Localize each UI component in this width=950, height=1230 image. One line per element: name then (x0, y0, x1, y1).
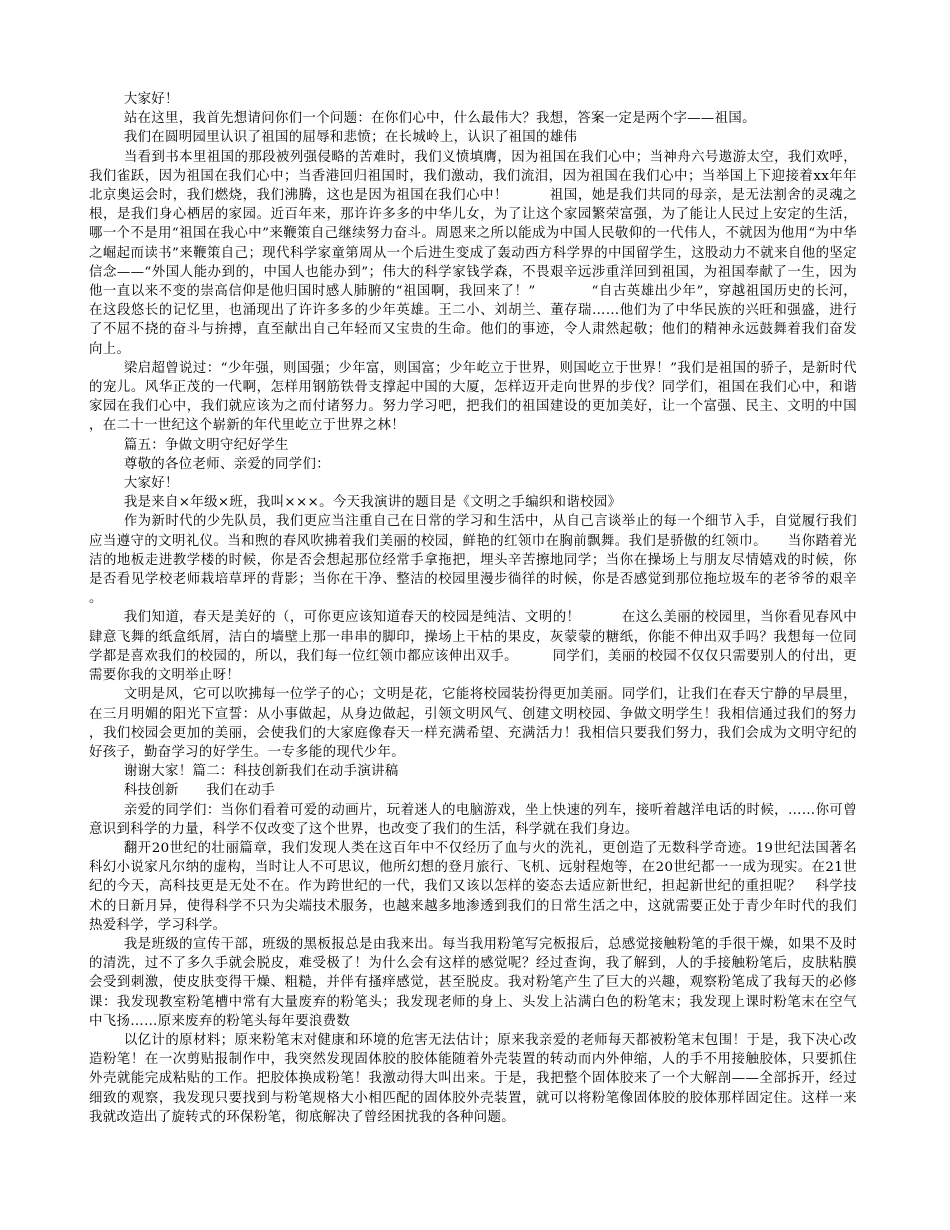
paragraph-question: 站在这里，我首先想请问你们一个问题：在你们心中，什么最伟大？我想，答案一定是两个字——祖国。 (123, 111, 756, 127)
paragraph-young-pioneers: 作为新时代的少先队员，我们更应当注重自己在日常的学习和生活中，从自己言谈举止的每一个细节入手，自觉履行我们应当遵守的文明礼仪。当和煦的春风吹拂着我们美丽的校园，鲜艳的红领巾在胸前飘舞。我们是骄傲的红领巾。 当你踏着光洁的地板走进教学楼的时候，你是否会想起那位经常手拿拖把，埋头辛苦擦地同学；当你在操场上与朋友尽情嬉戏的时候，你是否看见学校老师栽培草坪的背影；当你在干净、整洁的校园里漫步徜徉的时候，你是否感觉到那位拖垃圾车的老爷爷的艰辛。 (89, 514, 857, 607)
paragraph-yuanmingyuan: 我们在圆明园里认识了祖国的屈辱和悲愤；在长城岭上，认识了祖国的雄伟 (123, 130, 578, 146)
paragraph-self-intro: 我是来自×年级×班，我叫×××。今天我演讲的题目是《文明之手编织和谐校园》 (123, 495, 622, 511)
section-heading-part-five: 篇五：争做文明守纪好学生 (123, 437, 289, 453)
paragraph-20th-century: 翻开20世纪的壮丽篇章，我们发现人类在这百年中不仅经历了血与火的洗礼，更创造了无数科学奇迹。19世纪法国著名科幻小说家凡尔纳的虚构，当时让人不可思议，他所幻想的登月旅行、飞机、远射程炮等，在20世纪都一一成为现实。在21世纪的今天，高科技更是无处不在。作为跨世纪的一代，我们又该以怎样的姿态去适应新世纪，担起新世纪的重担呢？ 科学技术的日新月异，使得科学不只为尖端技术服务，也越来越多地渗透到我们的日常生活之中，这就需要正处于青少年时代的我们热爱科学，学习科学。 (89, 840, 857, 933)
paragraph-chalk-solution: 以亿计的原材料；原来粉笔末对健康和环境的危害无法估计；原来我亲爱的老师每天都被粉笔末包围！于是，我下决心改造粉笔！在一次剪贴报制作中，我突然发现固体胶的胶体能随着外壳装置的转动而内外伸缩，人的手不用接触胶体，只要抓住外壳就能完成粘贴的工作。把胶体换成粉笔！我激动得大叫出来。于是，我把整个固体胶来了一个大解剖——全部拆开，经过细致的观察，我发现只要找到与粉笔规格大小相匹配的固体胶外壳装置，就可以将粉笔像固体胶的胶体那样固定住。这样一来我就改造出了旋转式的环保粉笔，彻底解决了曾经困扰我的各种问题。 (89, 1032, 857, 1125)
paragraph-greeting-2: 大家好！ (123, 476, 179, 492)
section-subheading-innovation: 科技创新 我们在动手 (123, 783, 275, 799)
paragraph-liang-qichao: 梁启超曾说过：“少年强，则国强；少年富，则国富；少年屹立于世界，则国屹立于世界！”我们是祖国的骄子，是新时代的宠儿。风华正茂的一代啊，怎样用钢筋铁骨支撑起中国的大厦，怎样迈开走向世界的步伐？同学们，祖国在我们心中，和谐家园在我们心中，我们就应该为之而付诸努力。努力学习吧，把我们的祖国建设的更加美好，让一个富强、民主、文明的中国，在二十一世纪这个崭新的年代里屹立于世界之林！ (89, 360, 857, 434)
paragraph-salutation: 尊敬的各位老师、亲爱的同学们： (123, 456, 330, 472)
paragraph-spring-campus: 我们知道，春天是美好的（，可你更应该知道春天的校园是纯洁、文明的！ 在这么美丽的校园里，当你看见春风中肆意飞舞的纸盒纸屑，洁白的墙壁上那一串串的脚印，操场上干枯的果皮，灰蒙蒙的糖纸，你能不伸出双手吗？我想每一位同学都是喜欢我们的校园的，所以，我们每一位红领巾都应该伸出双手。 同学们，美丽的校园不仅仅只需要别人的付出，更需要你我的文明举止呀！ (89, 610, 857, 684)
document-body (89, 90, 857, 1127)
paragraph-motherland-in-heart: 当看到书本里祖国的那段被列强侵略的苦难时，我们义愤填膺，因为祖国在我们心中；当神舟六号遨游太空，我们欢呼，我们雀跃，因为祖国在我们心中；当香港回归祖国时，我们激动，我们流泪，因为祖国在我们心中；当举国上下迎接着xx年年北京奥运会时，我们燃烧，我们沸腾，这也是因为祖国在我们心中！ 祖国，她是我们共同的母亲，是无法割舍的灵魂之根，是我们身心栖居的家园。近百年来，那许许多多的中华儿女，为了让这个家园繁荣富强，为了能让人民过上安定的生活，哪一个不是用“祖国在我心中”来鞭策自己继续努力奋斗。周恩来之所以能成为中国人民敬仰的一代伟人，不就因为他用“为中华之崛起而读书”来鞭策自己；现代科学家童第周从一个后进生变成了轰动西方科学界的中国留学生，这股动力不就来自他的坚定信念——“外国人能办到的，中国人也能办到”；伟大的科学家钱学森，不畏艰辛远涉重洋回到祖国，为祖国奉献了一生，因为他一直以来不变的崇高信仰是他归国时感人肺腑的“祖国啊，我回来了！” “自古英雄出少年”，穿越祖国历史的长河，在这段悠长的记忆里，也涌现出了许许多多的少年英雄。王二小、刘胡兰、董存瑞……他们为了中华民族的兴旺和强盛，进行了不屈不挠的奋斗与拚搏，直至献出自己年轻而又宝贵的生命。他们的事迹，令人肃然起敬；他们的精神永远鼓舞着我们奋发向上。 (89, 149, 857, 357)
paragraph-science-around: 亲爱的同学们：当你们看着可爱的动画片，玩着迷人的电脑游戏，坐上快速的列车，接听着越洋电话的时候，……你可曾意识到科学的力量，科学不仅改变了这个世界，也改变了我们的生活，科学就在我们身边。 (89, 802, 857, 837)
paragraph-greeting: 大家好！ (123, 92, 179, 107)
paragraph-chalk-problem: 我是班级的宣传干部，班级的黑板报总是由我来出。每当我用粉笔写完板报后，总感觉接触粉笔的手很干燥，如果不及时的清洗，过不了多久手就会脱皮，难受极了！为什么会有这样的感觉呢？经过查询，我了解到，人的手接触粉笔后，皮肤粘膜会受到刺激，使皮肤变得干燥、粗糙，并伴有搔痒感觉，甚至脱皮。我对粉笔产生了巨大的兴趣，观察粉笔成了我每天的必修课：我发现教室粉笔槽中常有大量废弃的粉笔头；我发现老师的身上、头发上沾满白色的粉笔末；我发现上课时粉笔末在空气中飞扬……原来废弃的粉笔头每年要浪费数 (89, 936, 857, 1029)
section-heading-part-two: 谢谢大家！篇二：科技创新我们在动手演讲稿 (123, 764, 399, 780)
paragraph-civility-wind: 文明是风，它可以吹拂每一位学子的心；文明是花，它能将校园装扮得更加美丽。同学们，让我们在春天宁静的早晨里，在三月明媚的阳光下宣誓：从小事做起，从身边做起，引领文明风气、创建文明校园、争做文明学生！我相信通过我们的努力，我们校园会更加的美丽，会使我们的大家庭像春天一样充满希望、充满活力！我相信只要我们努力，我们会成为文明守纪的好孩子，勤奋学习的好学生。一专多能的现代少年。 (89, 687, 857, 760)
